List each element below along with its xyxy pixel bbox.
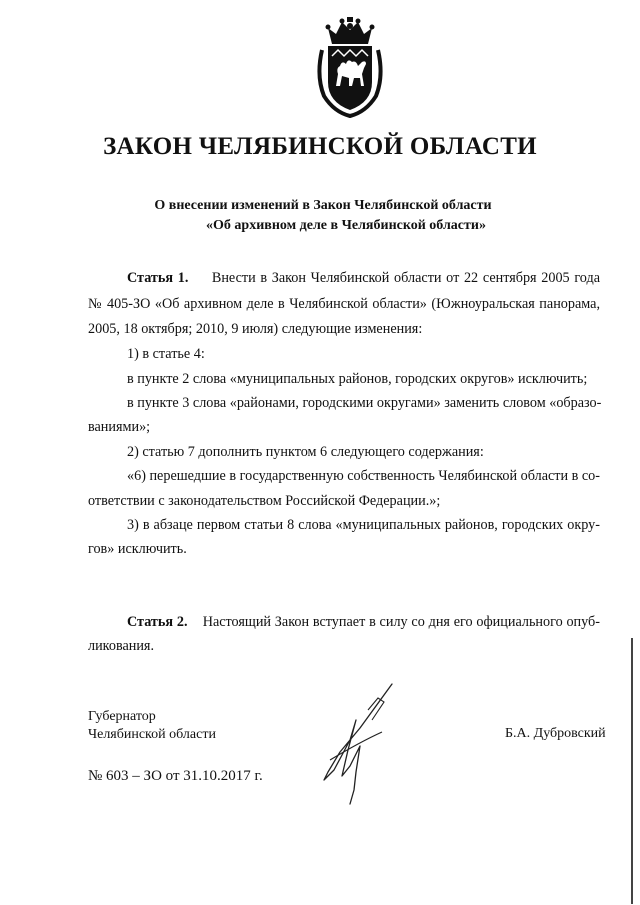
article2-label: Статья 2. (127, 614, 188, 630)
law-subtitle (0, 196, 640, 236)
article2-text-line: ликования. (88, 638, 155, 654)
governor-position (88, 708, 216, 744)
article1-item: ответствии с законодательством Российской Федерации.»; (88, 493, 441, 509)
article1-item: в пункте 3 слова «районами, городскими округами» заменить словом «образо- (127, 395, 602, 411)
article1-item: гов» исключить. (88, 541, 187, 557)
article1-paragraph (127, 269, 600, 287)
article2-text: Настоящий Закон вступает в силу со дня его официального опуб- (202, 614, 600, 630)
subtitle-line: О внесении изменений в Закон Челябинской области (154, 198, 492, 213)
law-title: ЗАКОН ЧЕЛЯБИНСКОЙ ОБЛАСТИ (103, 133, 537, 160)
article2-paragraph (127, 613, 600, 631)
position-line: Губернатор (88, 709, 156, 724)
article1-item: «6) перешедшие в государственную собственность Челябинской области в со- (127, 468, 600, 484)
article1-label: Статья 1. (127, 270, 189, 286)
scan-edge-line (631, 638, 633, 904)
article1-item: 1) в статье 4: (127, 346, 205, 362)
governor-name: Б.А. Дубровский (505, 726, 606, 741)
article1-text: Внести в Закон Челябинской области от 22 сентября 2005 года (211, 270, 601, 286)
article1-item: 2) статью 7 дополнить пунктом 6 следующего содержания: (127, 444, 484, 460)
article1-text-line: № 405-ЗО «Об архивном деле в Челябинской области» (Южноуральская панорама, (88, 296, 600, 312)
subtitle-line: «Об архивном деле в Челябинской области» (206, 218, 486, 233)
handwritten-signature-icon (320, 680, 400, 808)
position-line: Челябинской области (88, 727, 216, 742)
article1-item: 3) в абзаце первом статьи 8 слова «муниципальных районов, городских окру- (127, 517, 600, 533)
chelyabinsk-coat-of-arms-icon (314, 16, 386, 120)
law-number: № 603 – ЗО от 31.10.2017 г. (88, 768, 263, 784)
article1-item: в пункте 2 слова «муниципальных районов, городских округов» исключить; (127, 371, 588, 387)
article1-item: ваниями»; (88, 419, 151, 435)
article1-text-line: 2005, 18 октября; 2010, 9 июля) следующие изменения: (88, 321, 423, 337)
